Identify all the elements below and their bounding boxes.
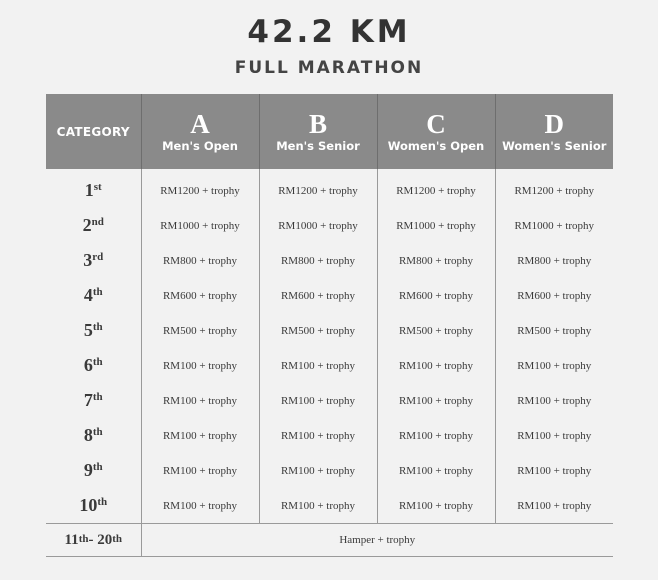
table-row xyxy=(46,313,613,348)
table-row-11th-20th xyxy=(46,524,613,557)
place-cell: 8th xyxy=(83,425,103,445)
prize-cell: RM100 + trophy xyxy=(259,453,377,488)
prize-cell: RM100 + trophy xyxy=(495,488,613,524)
prize-cell: RM100 + trophy xyxy=(495,348,613,383)
prize-cell: RM100 + trophy xyxy=(141,453,259,488)
prize-cell: RM1200 + trophy xyxy=(141,169,259,208)
place-cell: 1st xyxy=(84,180,102,200)
prize-cell: RM100 + trophy xyxy=(495,418,613,453)
place-cell: 4th xyxy=(83,285,103,305)
table-row xyxy=(46,348,613,383)
prize-cell: RM500 + trophy xyxy=(377,313,495,348)
table-header-row xyxy=(46,94,613,169)
prize-cell: RM100 + trophy xyxy=(141,383,259,418)
prize-cell: RM500 + trophy xyxy=(259,313,377,348)
column-name: Men's Senior xyxy=(276,138,360,153)
prize-cell: RM100 + trophy xyxy=(377,453,495,488)
table-row xyxy=(46,418,613,453)
column-letter: B xyxy=(308,108,327,139)
prize-cell: RM1000 + trophy xyxy=(259,208,377,243)
prize-cell: RM1000 + trophy xyxy=(495,208,613,243)
place-cell: 2nd xyxy=(82,215,104,235)
prize-cell: RM1200 + trophy xyxy=(259,169,377,208)
place-cell: 3rd xyxy=(83,250,104,270)
prize-cell: RM100 + trophy xyxy=(377,348,495,383)
table-row xyxy=(46,453,613,488)
prize-cell: RM800 + trophy xyxy=(141,243,259,278)
table-row xyxy=(46,488,613,524)
category-header xyxy=(46,94,141,169)
column-header-d xyxy=(495,94,613,169)
column-letter: A xyxy=(190,108,210,139)
category-header-label: CATEGORY xyxy=(56,124,130,139)
column-name: Men's Open xyxy=(162,138,238,153)
page-title: 42.2 KM xyxy=(247,14,411,50)
column-letter: C xyxy=(426,108,446,139)
place-cell: 5th xyxy=(83,320,103,340)
prize-cell: RM800 + trophy xyxy=(495,243,613,278)
place-cell: 6th xyxy=(83,355,103,375)
prize-cell: RM500 + trophy xyxy=(141,313,259,348)
page-subtitle: FULL MARATHON xyxy=(234,58,424,78)
prize-cell: RM1200 + trophy xyxy=(495,169,613,208)
column-name: Women's Open xyxy=(387,138,485,153)
prize-cell: RM100 + trophy xyxy=(259,418,377,453)
column-header-c xyxy=(377,94,495,169)
prize-cell: RM1000 + trophy xyxy=(141,208,259,243)
prize-cell: RM100 + trophy xyxy=(259,348,377,383)
prize-cell: RM100 + trophy xyxy=(141,488,259,524)
place-cell: 9th xyxy=(83,460,103,480)
prize-cell: RM100 + trophy xyxy=(495,453,613,488)
prize-cell: RM1200 + trophy xyxy=(377,169,495,208)
prize-cell: RM100 + trophy xyxy=(495,383,613,418)
prize-cell: RM1000 + trophy xyxy=(377,208,495,243)
prize-cell: RM600 + trophy xyxy=(495,278,613,313)
table-row xyxy=(46,383,613,418)
prize-cell: RM100 + trophy xyxy=(377,383,495,418)
place-cell-range: 11th- 20th xyxy=(46,524,141,557)
prize-cell: RM600 + trophy xyxy=(377,278,495,313)
prize-cell: RM100 + trophy xyxy=(377,418,495,453)
prize-table xyxy=(46,94,613,557)
prize-cell: RM500 + trophy xyxy=(495,313,613,348)
prize-cell: RM800 + trophy xyxy=(377,243,495,278)
prize-cell: RM100 + trophy xyxy=(259,383,377,418)
prize-cell: RM800 + trophy xyxy=(259,243,377,278)
prize-cell: RM100 + trophy xyxy=(141,348,259,383)
table-row xyxy=(46,208,613,243)
column-letter: D xyxy=(544,108,564,139)
prize-cell-merged: Hamper + trophy xyxy=(141,524,613,557)
prize-cell: RM600 + trophy xyxy=(259,278,377,313)
table-row xyxy=(46,243,613,278)
prize-cell: RM100 + trophy xyxy=(141,418,259,453)
column-header-a xyxy=(141,94,259,169)
place-cell: 7th xyxy=(83,390,103,410)
prize-cell: RM600 + trophy xyxy=(141,278,259,313)
column-header-b xyxy=(259,94,377,169)
place-cell: 10th xyxy=(79,495,108,515)
column-name: Women's Senior xyxy=(502,138,607,153)
prize-cell: RM100 + trophy xyxy=(259,488,377,524)
table-row xyxy=(46,169,613,208)
prize-cell: RM100 + trophy xyxy=(377,488,495,524)
table-row xyxy=(46,278,613,313)
